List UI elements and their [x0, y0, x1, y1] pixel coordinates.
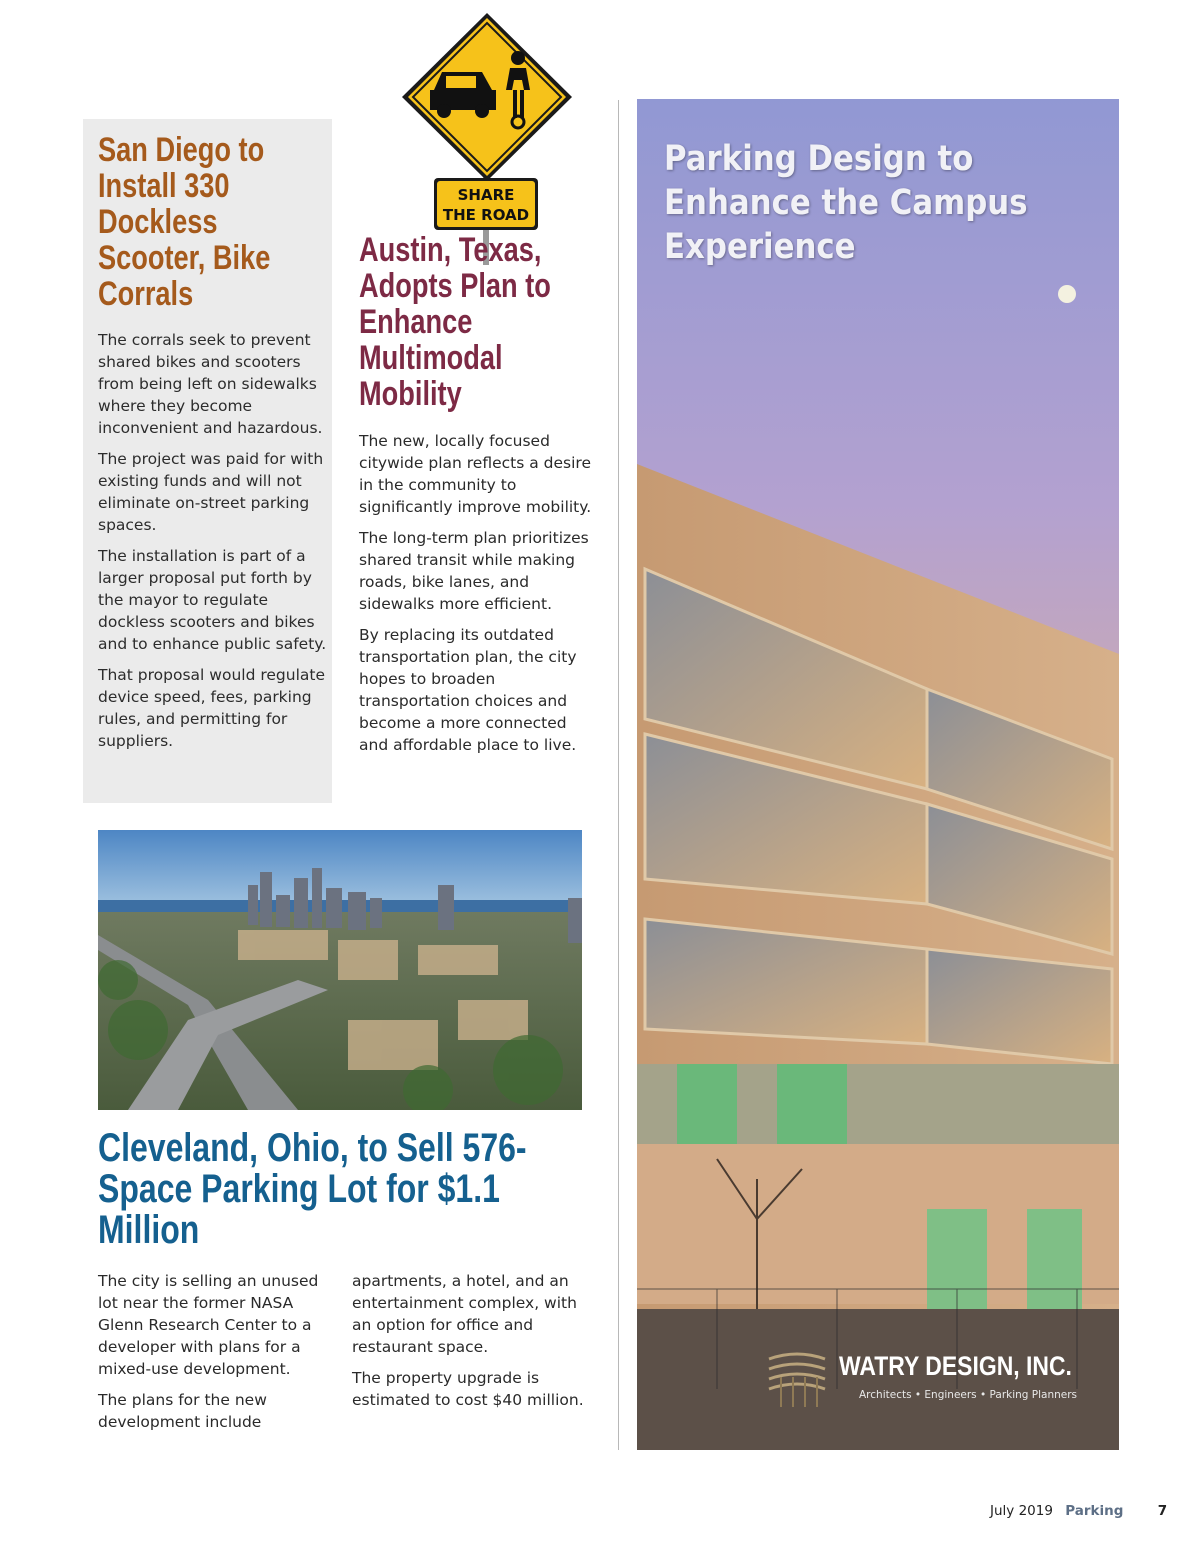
parking-garage-photo — [637, 99, 1119, 1450]
footer-page-number: 7 — [1157, 1503, 1168, 1519]
cleveland-column-2 — [352, 1270, 592, 1420]
sandiego-paragraph: The installation is part of a larger proposal put forth by the mayor to regulate dockless scooters and bikes and to enhance public safety. — [98, 547, 327, 653]
sandiego-paragraph: The corrals seek to prevent shared bikes and scooters from being left on sidewalks where they become inconvenient and hazardous. — [98, 331, 323, 437]
austin-paragraph: The long-term plan prioritizes shared transit while making roads, bike lanes, and sidewalks more efficient. — [359, 529, 589, 613]
cleveland-paragraph: apartments, a hotel, and an entertainment complex, with an option for office and restaurant space. — [352, 1272, 577, 1356]
watry-design-advertisement[interactable] — [637, 99, 1119, 1450]
austin-headline: Austin, Texas, Adopts Plan to Enhance Multimodal Mobility — [359, 231, 551, 413]
watry-logo-icon — [765, 1349, 829, 1409]
share-the-road-sign-image — [400, 10, 575, 265]
sandiego-headline: San Diego to Install 330 Dockless Scooter, Bike Corrals — [98, 131, 271, 313]
sign-text-line2: THE ROAD — [442, 206, 530, 224]
austin-body — [359, 430, 594, 765]
sign-text-line1: SHARE — [457, 186, 515, 204]
cleveland-paragraph: The plans for the new development include — [98, 1391, 267, 1431]
ad-headline: Parking Design to Enhance the Campus Experience — [664, 139, 1028, 267]
cleveland-paragraph: The property upgrade is estimated to cost $40 million. — [352, 1369, 584, 1409]
footer-magazine-name: Parking — [1065, 1503, 1124, 1519]
cleveland-skyline-photo — [98, 830, 582, 1110]
sandiego-body — [98, 329, 328, 761]
cleveland-column-1 — [98, 1270, 338, 1442]
share-the-road-plate — [434, 178, 538, 230]
ad-tagline: Architects • Engineers • Parking Planners — [859, 1389, 1078, 1401]
page-footer — [990, 1503, 1167, 1519]
austin-paragraph: The new, locally focused citywide plan reflects a desire in the community to significantly improve mobility. — [359, 432, 592, 516]
austin-paragraph: By replacing its outdated transportation plan, the city hopes to broaden transportation choices and become a more connected and affordable place to live. — [359, 626, 577, 754]
sandiego-paragraph: That proposal would regulate device speed, fees, parking rules, and permitting for suppliers. — [98, 666, 325, 750]
cleveland-headline: Cleveland, Ohio, to Sell 576-Space Parking Lot for $1.1 Million — [98, 1126, 527, 1252]
cleveland-paragraph: The city is selling an unused lot near the former NASA Glenn Research Center to a developer with plans for a mixed-use development. — [98, 1272, 319, 1378]
ad-brand-name: WATRY DESIGN, INC. — [839, 1351, 1072, 1381]
sandiego-paragraph: The project was paid for with existing funds and will not eliminate on-street parking spaces. — [98, 450, 324, 534]
column-divider — [618, 100, 619, 1450]
footer-issue-date: July 2019 — [990, 1503, 1053, 1519]
moon-icon — [1058, 285, 1076, 303]
